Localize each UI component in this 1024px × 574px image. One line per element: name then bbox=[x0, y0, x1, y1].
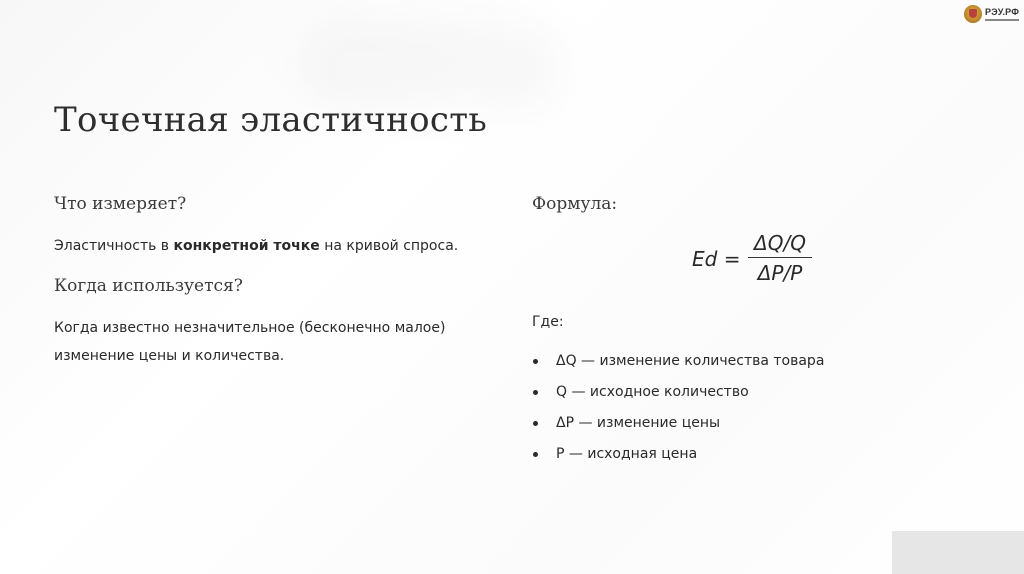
answer-when-used: Когда известно незначительное (бесконечно малое) изменение цены и количества. bbox=[54, 320, 446, 364]
corner-placeholder bbox=[892, 531, 1024, 574]
question-what-measures: Что измеряет? bbox=[54, 194, 187, 214]
formula-lhs: Ed = bbox=[692, 247, 741, 271]
emblem-icon bbox=[964, 5, 982, 23]
emphasis-specific-point: конкретной точке bbox=[173, 238, 320, 254]
formula-numerator: ΔQ/Q bbox=[754, 231, 806, 255]
background-watermark bbox=[300, 20, 560, 110]
slide-title: Точечная эластичность bbox=[54, 100, 488, 140]
logo-subline bbox=[985, 19, 1019, 21]
formula-fraction bbox=[748, 230, 812, 286]
definitions-list bbox=[532, 346, 824, 470]
list-item: ΔP — изменение цены bbox=[532, 408, 824, 439]
list-item: P — исходная цена bbox=[532, 439, 824, 470]
formula-heading: Формула: bbox=[532, 194, 618, 214]
question-when-used: Когда используется? bbox=[54, 276, 243, 296]
elasticity-formula bbox=[690, 230, 830, 290]
answer-what-measures: Эластичность в конкретной точке на кривой спроса. bbox=[54, 238, 459, 254]
logo-name: РЭУ.РФ bbox=[985, 6, 1020, 17]
formula-denominator: ΔP/P bbox=[757, 261, 803, 285]
fraction-bar bbox=[748, 257, 812, 258]
list-item: Q — исходное количество bbox=[532, 377, 824, 408]
where-label: Где: bbox=[532, 314, 564, 330]
list-item: ΔQ — изменение количества товара bbox=[532, 346, 824, 377]
university-logo bbox=[964, 4, 1022, 24]
